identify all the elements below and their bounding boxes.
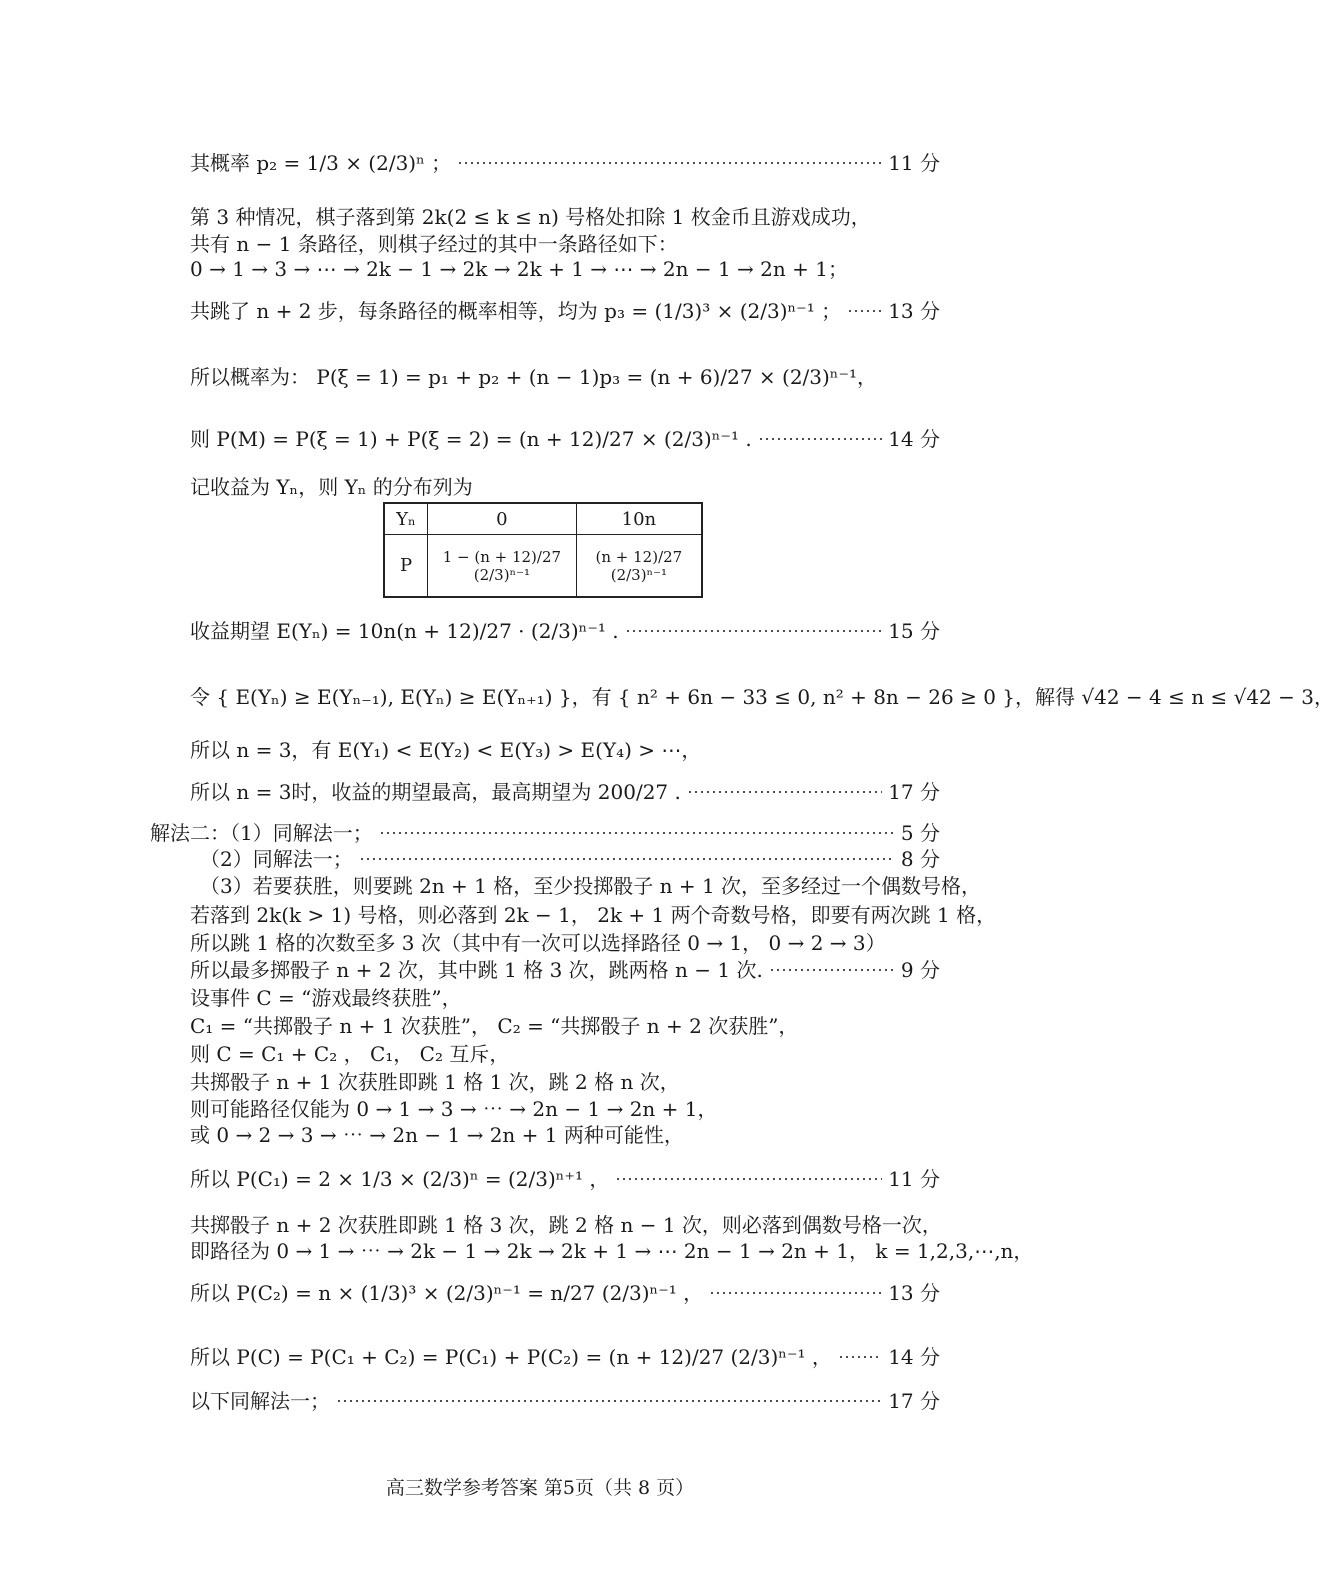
line-text: 共掷骰子 n + 2 次获胜即跳 1 格 3 次，跳 2 格 n − 1 次，则必落到偶数号格一次， [190,1213,942,1237]
text-line [190,737,940,763]
line-text: 令 { E(Yₙ) ≥ E(Yₙ₋₁), E(Yₙ) ≥ E(Yₙ₊₁) }，有 { n² + 6n − 33 ≤ 0, n² + 8n − 26 ≥ 0 }，解得 √42 − 4 ≤ n ≤ √42 − 3， [190,685,1334,709]
score-label: 13 分 [888,299,940,323]
line-text: 则 P(M) = P(ξ = 1) + P(ξ = 2) = (n + 12)/27 × (2/3)ⁿ⁻¹ . [190,427,752,451]
text-line [190,1344,940,1370]
line-text: 解法二：（1）同解法一； [150,821,373,845]
line-text: 共有 n − 1 条路径，则棋子经过的其中一条路径如下： [190,232,678,256]
dot-leader [838,1356,882,1358]
line-text: 其概率 p₂ = 1/3 × (2/3)ⁿ ； [190,151,452,175]
text-line [190,1013,940,1039]
text-line [190,1069,940,1095]
text-line [190,364,940,390]
text-line [190,902,997,928]
line-text: 则 C = C₁ + C₂ ， C₁， C₂ 互斥， [190,1042,510,1066]
line-text: 所以 P(C₁) = 2 × 1/3 × (2/3)ⁿ = (2/3)ⁿ⁺¹ ， [190,1167,610,1191]
dot-leader [758,438,883,440]
score-label: 17 分 [888,1389,940,1413]
line-text: C₁ = “共掷骰子 n + 1 次获胜”， C₂ = “共掷骰子 n + 2 次获胜”， [190,1014,799,1038]
line-text: 共掷骰子 n + 1 次获胜即跳 1 格 1 次，跳 2 格 n 次， [190,1070,680,1094]
line-text: 共跳了 n + 2 步，每条路径的概率相等，均为 p₃ = (1/3)³ × (2/3)ⁿ⁻¹ ； [190,299,842,323]
text-line [190,684,1334,710]
text-line [190,231,940,257]
text-line [190,1388,940,1414]
page-footer: 高三数学参考答案 第5页（共 8 页） [385,1477,695,1499]
dot-leader [709,1292,882,1294]
dot-leader [457,162,882,164]
text-line [190,930,940,956]
line-text: 所以 n = 3，有 E(Y₁) < E(Y₂) < E(Y₃) > E(Y₄) > ⋯， [190,738,702,762]
text-line [190,1212,940,1238]
dot-leader [379,832,895,834]
score-label: 15 分 [888,619,940,643]
text-line [190,1122,940,1148]
dot-leader [847,310,882,312]
line-text: （2）同解法一； [200,847,353,871]
score-label: 13 分 [888,1281,940,1305]
text-line [190,1166,940,1192]
line-text: （3）若要获胜，则要跳 2n + 1 格，至少投掷骰子 n + 1 次，至多经过一个偶数号格， [200,874,982,898]
table-cell: P [384,535,428,598]
line-text: 所以跳 1 格的次数至多 3 次（其中有一次可以选择路径 0 → 1， 0 → 2 → 3） [190,931,886,955]
text-line [190,1096,940,1122]
text-line [190,150,940,176]
text-line [190,618,940,644]
score-label: 17 分 [888,780,940,804]
table-header-cell: Yₙ [384,503,428,535]
line-text: 所以 P(C) = P(C₁ + C₂) = P(C₁) + P(C₂) = (n + 12)/27 (2/3)ⁿ⁻¹ ， [190,1345,832,1369]
text-line [190,957,940,983]
text-line [190,985,940,1011]
table-cell: 1 − (n + 12)/27 (2/3)ⁿ⁻¹ [428,535,577,598]
line-text: 设事件 C = “游戏最终获胜”， [190,986,462,1010]
distribution-table [383,502,703,598]
line-text: 收益期望 E(Yₙ) = 10n(n + 12)/27 · (2/3)ⁿ⁻¹ . [190,619,619,643]
text-line [200,873,982,899]
text-line [190,426,940,452]
table-cell: (n + 12)/27 (2/3)ⁿ⁻¹ [576,535,702,598]
line-text: 或 0 → 2 → 3 → ⋯ → 2n − 1 → 2n + 1 两种可能性， [190,1123,684,1147]
line-text: 记收益为 Yₙ，则 Yₙ 的分布列为 [190,475,473,499]
text-line [190,298,940,324]
text-line [190,779,940,805]
score-label: 11 分 [888,151,940,175]
text-line [190,204,940,230]
line-text: 所以概率为： P(ξ = 1) = p₁ + p₂ + (n − 1)p₃ = (n + 6)/27 × (2/3)ⁿ⁻¹， [190,365,878,389]
line-text: 所以 P(C₂) = n × (1/3)³ × (2/3)ⁿ⁻¹ = n/27 (2/3)ⁿ⁻¹ ， [190,1281,704,1305]
line-text: 以下同解法一； [190,1389,330,1413]
dot-leader [687,791,882,793]
text-line [190,1238,1034,1264]
line-text: 则可能路径仅能为 0 → 1 → 3 → ⋯ → 2n − 1 → 2n + 1， [190,1097,718,1121]
text-line [190,1041,940,1067]
text-line [190,474,940,500]
text-line [150,820,940,846]
line-text: 若落到 2k(k > 1) 号格，则必落到 2k − 1， 2k + 1 两个奇数号格，即要有两次跳 1 格， [190,903,997,927]
text-line [190,256,940,282]
table-header-cell: 10n [576,503,702,535]
score-label: 14 分 [888,1345,940,1369]
score-label: 9 分 [900,958,940,982]
line-text: 即路径为 0 → 1 → ⋯ → 2k − 1 → 2k → 2k + 1 → ⋯ 2n − 1 → 2n + 1， k = 1,2,3,⋯,n， [190,1239,1034,1263]
score-label: 8 分 [900,847,940,871]
dot-leader [615,1178,882,1180]
dot-leader [769,969,895,971]
line-text: 第 3 种情况，棋子落到第 2k(2 ≤ k ≤ n) 号格处扣除 1 枚金币且游戏成功， [190,205,871,229]
text-line [200,846,940,872]
line-text: 0 → 1 → 3 → ⋯ → 2k − 1 → 2k → 2k + 1 → ⋯ → 2n − 1 → 2n + 1； [190,257,848,281]
line-text: 所以 n = 3时，收益的期望最高，最高期望为 200/27 . [190,780,681,804]
dot-leader [359,858,895,860]
score-label: 11 分 [888,1167,940,1191]
dot-leader [625,630,883,632]
line-text: 所以最多掷骰子 n + 2 次，其中跳 1 格 3 次，跳两格 n − 1 次. [190,958,763,982]
dot-leader [336,1400,882,1402]
text-line [190,1280,940,1306]
score-label: 14 分 [888,427,940,451]
table-header-cell: 0 [428,503,577,535]
score-label: 5 分 [900,821,940,845]
